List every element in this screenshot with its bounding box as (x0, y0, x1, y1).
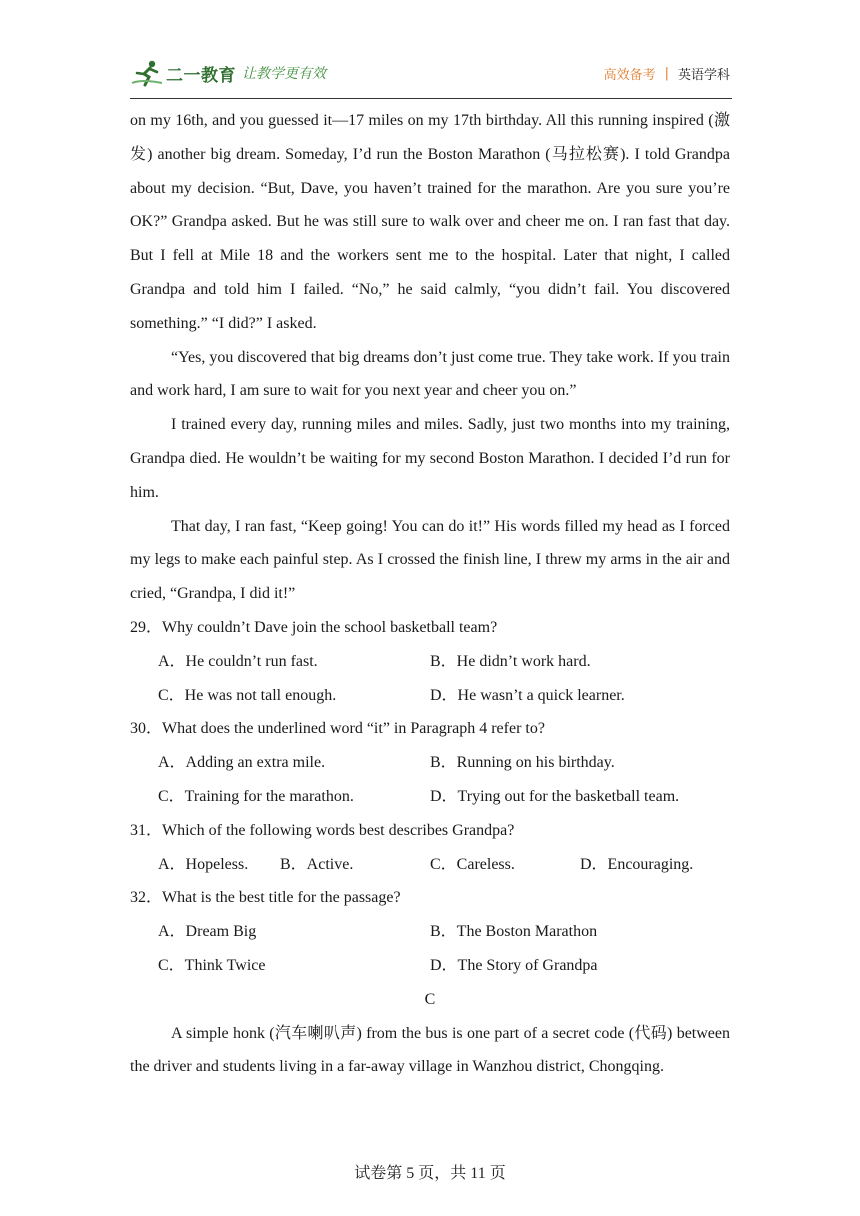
options-row (158, 746, 730, 780)
option-d: D．Encouraging. (580, 855, 694, 873)
option-b: B．He didn’t work hard. (430, 652, 591, 670)
option-d: D．Trying out for the basketball team. (430, 787, 680, 805)
logo (130, 58, 326, 88)
option-c: C．Think Twice (158, 956, 266, 974)
option-b: B．The Boston Marathon (430, 923, 598, 941)
page-footer: 试卷第 5 页，共 11 页 (354, 1165, 506, 1182)
option-d: D．He wasn’t a quick learner. (430, 686, 625, 704)
passage-paragraph: A simple honk (汽车喇叭声) from the bus is one part of a secret code (代码) between the driver and students living in a far-away village in Wanzhou district, Chongqing. (130, 1024, 730, 1076)
option-c: C．Careless. (430, 855, 515, 873)
option-c: C．Training for the marathon. (158, 787, 354, 805)
options-row (158, 645, 730, 679)
option-d: D．The Story of Grandpa (430, 956, 598, 974)
brand-name: 二一教育 (166, 65, 236, 86)
options-row (158, 848, 730, 882)
option-a: A．He couldn’t run fast. (158, 652, 318, 670)
passage-paragraph: I trained every day, running miles and miles. Sadly, just two months into my training, Grandpa died. He wouldn’t be waiting for my second Boston Marathon. I decided I’d run for him. (130, 416, 730, 501)
question-31: 31．Which of the following words best describes Grandpa? (130, 821, 515, 839)
option-a: A．Adding an extra mile. (158, 754, 326, 772)
question-32: 32．What is the best title for the passage? (130, 889, 401, 907)
options-row (158, 679, 730, 713)
section-heading: C (424, 990, 436, 1008)
options-row (158, 949, 730, 983)
header-tags (604, 64, 730, 83)
option-a: A．Dream Big (158, 923, 257, 941)
passage-paragraph: That day, I ran fast, “Keep going! You can do it!” His words filled my head as I forced my legs to make each painful step. As I crossed the finish line, I threw my arms in the air and cried, “Grandpa, I did it!” (130, 517, 730, 603)
option-c: C．He was not tall enough. (158, 686, 337, 704)
brand-slogan: 让教学更有效 (242, 66, 326, 82)
tag-prep: 高效备考 (603, 68, 656, 83)
question-30: 30．What does the underlined word “it” in Paragraph 4 refer to? (130, 720, 545, 738)
runner-logo-icon (130, 59, 164, 87)
option-a: A．Hopeless. (158, 855, 249, 873)
tag-separator: | (664, 66, 669, 81)
option-b: B．Running on his birthday. (430, 754, 615, 772)
page-header (130, 52, 732, 99)
options-row (158, 915, 730, 949)
passage-paragraph: “Yes, you discovered that big dreams don’t just come true. They take work. If you train and work hard, I am sure to wait for you next year and cheer you on.” (130, 348, 730, 400)
passage-paragraph: on my 16th, and you guessed it—17 miles on my 17th birthday. All this running inspired (激发) another big dream. Someday, I’d run the Boston Marathon (马拉松赛). I told Grandpa about my decision. “But, Dave, you haven’t trained for the marathon. Are you sure you’re OK?” Grandpa asked. But he was still sure to walk over and cheer me on. I ran fast that day. But I fell at Mile 18 and the workers sent me to the hospital. Later that night, I called Grandpa and told him I failed. “No,” he said calmly, “you didn’t fail. You discovered something.” “I did?” I asked. (130, 112, 730, 332)
tag-subject: 英语学科 (677, 68, 730, 83)
question-29: 29．Why couldn’t Dave join the school basketball team? (130, 618, 498, 636)
page-content (130, 104, 730, 1084)
option-b: B．Active. (280, 855, 354, 873)
options-row (158, 780, 730, 814)
